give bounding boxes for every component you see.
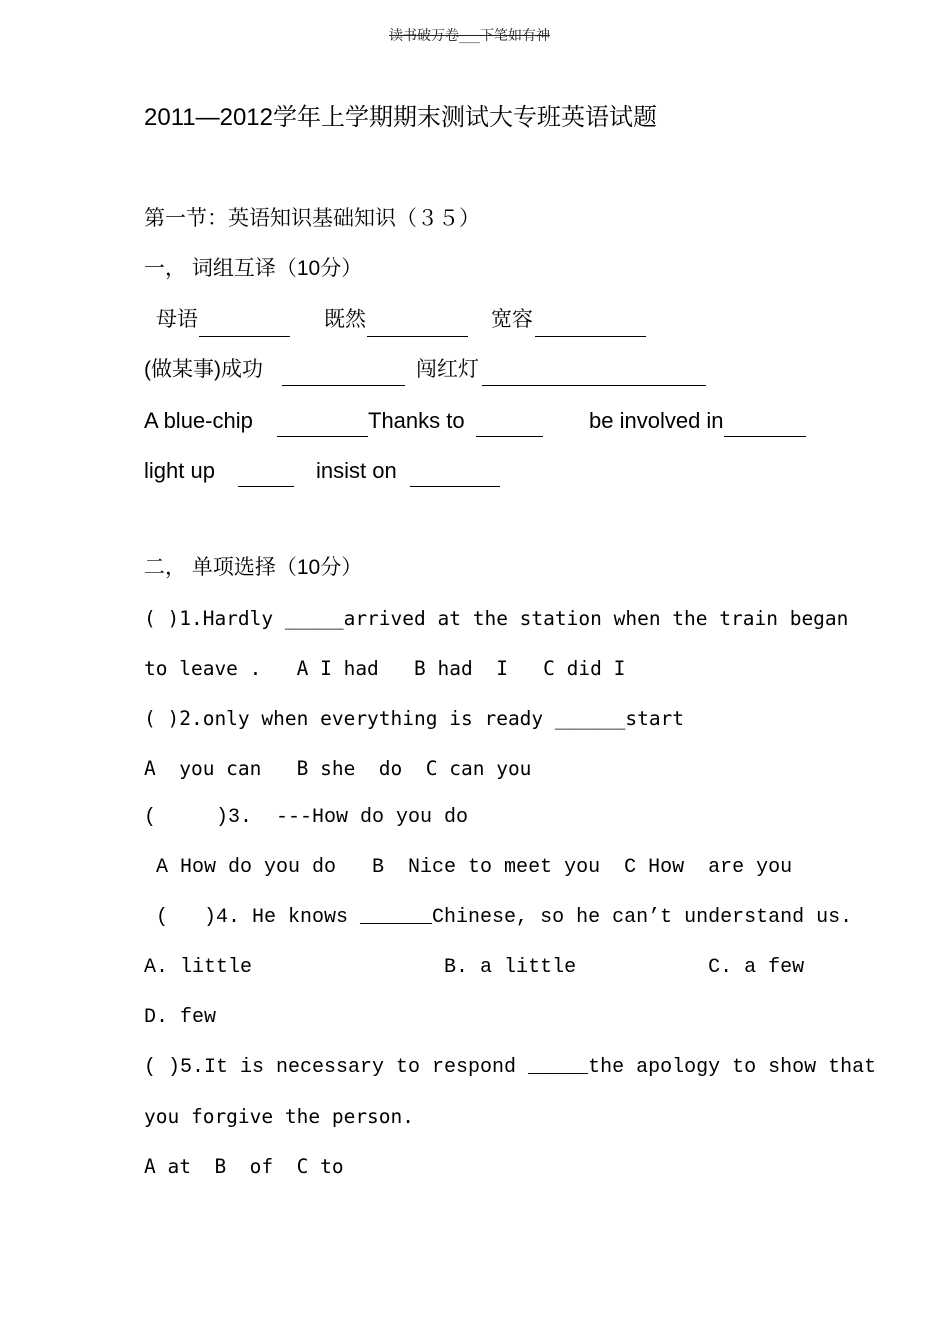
page-title: 2011—2012学年上学期期末测试大专班英语试题 <box>144 104 657 131</box>
answer-blank[interactable] <box>238 486 294 487</box>
answer-blank[interactable] <box>535 336 646 337</box>
question-5-options: A at B of C to <box>144 1155 344 1178</box>
answer-blank[interactable] <box>282 385 405 386</box>
term-blue-chip: A blue-chip <box>144 408 253 433</box>
part1-heading: 一， 词组互译（10分） <box>144 257 363 280</box>
answer-blank[interactable] <box>724 436 806 437</box>
term-insist-on: insist on <box>316 458 397 483</box>
question-2: ( )2.only when everything is ready ______start <box>144 707 685 730</box>
part2-heading: 二， 单项选择（10分） <box>144 556 363 579</box>
term-thanks-to: Thanks to <box>368 408 465 433</box>
question-3: ( )3. ---How do you do <box>144 806 469 829</box>
question-1: ( )1.Hardly _____arrived at the station when the train began <box>144 607 849 630</box>
term-run-red-light: 闯红灯 <box>416 358 479 381</box>
term-tolerant: 宽容 <box>491 308 533 331</box>
term-mother-tongue: 母语 <box>156 308 198 331</box>
question-5-cont: you forgive the person. <box>144 1105 415 1128</box>
question-4-option-d: D. few <box>144 1006 217 1029</box>
question-2-options: A you can B she do C can you <box>144 757 532 780</box>
term-succeed: (做某事)成功 <box>144 358 263 381</box>
question-4-options: A. little B. a little C. a few <box>144 956 805 979</box>
answer-blank[interactable] <box>367 336 468 337</box>
answer-blank[interactable] <box>277 436 368 437</box>
term-involved-in: be involved in <box>589 408 724 433</box>
answer-blank[interactable] <box>410 486 500 487</box>
question-5: ( )5.It is necessary to respond _____the apology to show that <box>144 1056 877 1079</box>
term-light-up: light up <box>144 458 215 483</box>
question-1-options: to leave . A I had B had I C did I <box>144 657 626 680</box>
question-4: ( )4. He knows ______Chinese, so he can’t understand us. <box>144 906 853 929</box>
question-3-options: A How do you do B Nice to meet you C How are you <box>144 856 793 879</box>
page-header: 读书破万卷___下笔如有神 <box>389 28 550 44</box>
section-heading: 第一节：英语知识基础知识（３５） <box>144 207 480 230</box>
answer-blank[interactable] <box>482 385 706 386</box>
term-since: 既然 <box>324 308 366 331</box>
answer-blank[interactable] <box>476 436 543 437</box>
answer-blank[interactable] <box>199 336 290 337</box>
